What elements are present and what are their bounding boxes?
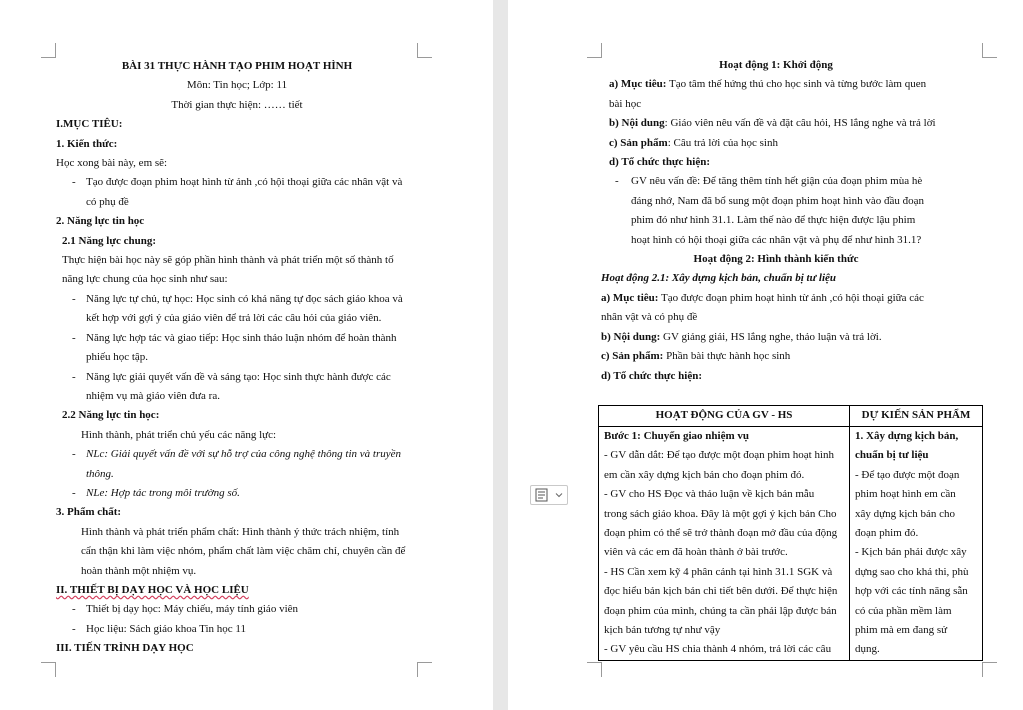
bullet-item: - Năng lực giải quyết vấn đề và sáng tạo: Học sinh thực hành được các (72, 370, 391, 383)
bullet-cont: phiếu học tập. (86, 351, 149, 364)
product-line: c) Sản phẩm: Câu trả lời của học sinh (609, 136, 778, 149)
paragraph: hoàn thành một nhiệm vụ. (81, 564, 197, 577)
paragraph: Hình thành, phát triển chủ yếu các năng lực: (81, 428, 277, 441)
bullet-cont: kết hợp với gợi ý của giáo viên để trả lời các câu hỏi của giáo viên. (86, 312, 382, 325)
table-line: viên và các em đã hoàn thành ở bài trước. (604, 546, 788, 559)
table-line: - GV cho HS Đọc và thảo luận về kịch bản mẫu (604, 488, 815, 501)
table-line: hợp với các tính năng sẵn (855, 585, 968, 598)
objective-line: a) Mục tiêu: Tạo được đoạn phim hoạt hình từ ảnh ,có hội thoại giữa các (601, 291, 924, 304)
table-line: - Kịch bản phải được xây (855, 546, 967, 559)
lesson-title: BÀI 31 THỰC HÀNH TẠO PHIM HOẠT HÌNH (121, 60, 353, 72)
table-line: phim mà em đang sử (855, 624, 948, 637)
table-row (599, 427, 983, 661)
page-body (56, 57, 418, 659)
bullet-item: - GV nêu vấn đề: Để tăng thêm tính hết giận của đoạn phim mùa hè (615, 175, 923, 188)
table-line: đoạn phim có thể sẽ trở thành đoạn mở đầu của động (604, 527, 838, 540)
layout-options-button[interactable] (530, 485, 568, 505)
bullet-cont: đáng nhớ, Nam đã bổ sung một đoạn phim hoạt hình vào đầu đoạn (631, 194, 924, 207)
table-cell-products (850, 427, 983, 661)
objective-cont: nhân vật và có phụ đề (601, 311, 698, 324)
table-header-row (599, 406, 983, 427)
bullet-item: - Tạo được đoạn phim hoạt hình từ ảnh ,có hội thoại giữa các nhân vật và (72, 176, 403, 189)
bullet-item: - NLc: Giải quyết vấn đề với sự hỗ trợ của công nghệ thông tin và truyền (72, 448, 401, 461)
bullet-item: - Thiết bị dạy học: Máy chiếu, máy tính giáo viên (72, 603, 299, 616)
heading-knowledge: 1. Kiến thức: (56, 137, 118, 150)
heading-general-competence: 2.1 Năng lực chung: (62, 234, 156, 247)
bullet-cont: hoạt hình có hội thoại giữa các nhân vật và phụ để như hình 31.1? (631, 233, 922, 246)
heading-it-competence: 2.2 Năng lực tin học: (62, 409, 160, 422)
organize-line: d) Tổ chức thực hiện: (601, 369, 703, 382)
bullet-item: - Năng lực tự chủ, tự học: Học sinh có khả năng tự đọc sách giáo khoa và (72, 292, 403, 305)
objective-cont: bài học (609, 97, 642, 110)
table-line: em cần xây dựng kịch bản cho đoạn phim đó. (604, 468, 805, 481)
bullet-cont: nhiệm vụ mà giáo viên đưa ra. (86, 389, 220, 402)
organize-line: d) Tổ chức thực hiện: (609, 156, 711, 169)
subject-line: Môn: Tin học; Lớp: 11 (186, 79, 288, 92)
chevron-down-icon (555, 491, 563, 499)
crop-mark (587, 662, 602, 677)
content-line: b) Nội dung: GV giảng giải, HS lắng nghe, thảo luận và trả lời. (601, 330, 882, 343)
page-gutter (493, 0, 508, 710)
crop-mark (41, 662, 56, 677)
activity-table-wrapper (598, 405, 983, 661)
table-line: kịch bản tương tự như vậy (604, 624, 721, 637)
crop-mark (417, 662, 432, 677)
crop-mark (417, 43, 432, 58)
table-line: 1. Xây dựng kịch bản, (855, 430, 959, 442)
bullet-cont: thông. (86, 467, 114, 480)
bullet-item: - Học liệu: Sách giáo khoa Tin học 11 (72, 622, 246, 635)
activity-table (598, 405, 983, 661)
table-header-cell: HOẠT ĐỘNG CỦA GV - HS (599, 406, 850, 427)
crop-mark (982, 662, 997, 677)
table-line: xây dựng kịch bản cho (855, 507, 956, 520)
activity-2-title: Hoạt động 2: Hình thành kiến thức (693, 253, 859, 266)
table-line: - HS Cần xem kỹ 4 phân cảnh tại hình 31.1 SGK và (604, 565, 833, 578)
crop-mark (982, 43, 997, 58)
paragraph: năng lực chung của học sinh như sau: (62, 273, 228, 286)
crop-mark (587, 43, 602, 58)
time-line: Thời gian thực hiện: …… tiết (171, 98, 303, 111)
heading-qualities: 3. Phẩm chất: (56, 506, 122, 519)
table-line: - GV dẫn dắt: Để tạo được một đoạn phim hoạt hình (604, 449, 835, 462)
table-line: - GV yêu cầu HS chia thành 4 nhóm, trả lời các câu (604, 643, 832, 656)
paragraph: Thực hiện bài học này sẽ góp phần hình thành và phát triển một số thành tố (62, 254, 394, 267)
heading-objectives: I.MỤC TIÊU: (56, 118, 123, 131)
paragraph: cẩn thận khi làm việc nhóm, phẩm chất làm việc chăm chỉ, chuyên cần để (81, 545, 406, 558)
page-body (601, 56, 951, 386)
paragraph: Hình thành và phát triển phẩm chất: Hình thành ý thức trách nhiệm, tính (81, 525, 400, 538)
activity-1-title: Hoạt động 1: Khởi động (719, 59, 833, 71)
table-line: trong sách giáo khoa. Đây là một gợi ý kịch bản Cho (604, 507, 837, 520)
table-header-cell: DỰ KIẾN SẢN PHẨM (850, 406, 983, 427)
heading-equipment: II. THIẾT BỊ DẠY HỌC VÀ HỌC LIỆU (56, 583, 249, 596)
bullet-cont: có phụ đề (86, 195, 129, 208)
table-line: đoạn phim đó. (855, 527, 919, 540)
table-line: dụng. (855, 643, 880, 656)
table-line: Bước 1: Chuyển giao nhiệm vụ (604, 430, 750, 442)
crop-mark (41, 43, 56, 58)
table-line: đọc hiểu bản kịch bản chi tiết bên dưới. Để thực hiện (604, 585, 838, 598)
table-line: chuẩn bị tư liệu (855, 449, 929, 462)
heading-process: III. TIẾN TRÌNH DẠY HỌC (56, 642, 194, 655)
table-cell-activities (599, 427, 850, 661)
table-line: phim hoạt hình em cần (855, 488, 956, 501)
bullet-item: - Năng lực hợp tác và giao tiếp: Học sinh thảo luận nhóm để hoàn thành (72, 331, 397, 344)
table-line: có của phần mềm làm (855, 604, 952, 617)
bullet-cont: phim đó như hình 31.1. Làm thế nào để thực hiện được lậu phim (631, 214, 916, 227)
bullet-item: - NLe: Hợp tác trong môi trường số. (72, 486, 240, 499)
content-line: b) Nội dung: Giáo viên nêu vấn đề và đặt câu hỏi, HS lắng nghe và trả lời (609, 117, 936, 130)
paragraph: Học xong bài này, em sẽ: (56, 157, 168, 170)
heading-competence: 2. Năng lực tin học (56, 215, 145, 228)
layout-options-icon (535, 488, 549, 502)
document-page-left (0, 0, 493, 710)
table-line: - Để tạo được một đoạn (855, 468, 960, 481)
product-line: c) Sản phẩm: Phần bài thực hành học sinh (601, 350, 791, 363)
table-line: dựng sao cho khả thi, phù (855, 565, 969, 578)
activity-2-1-title: Hoạt động 2.1: Xây dựng kịch bản, chuẩn bị tư liệu (601, 272, 837, 285)
table-line: đoạn phim của mình, chúng ta cần phải lập được bản (604, 604, 837, 617)
objective-line: a) Mục tiêu: Tạo tâm thế hứng thú cho học sinh và từng bước làm quen (609, 78, 927, 91)
